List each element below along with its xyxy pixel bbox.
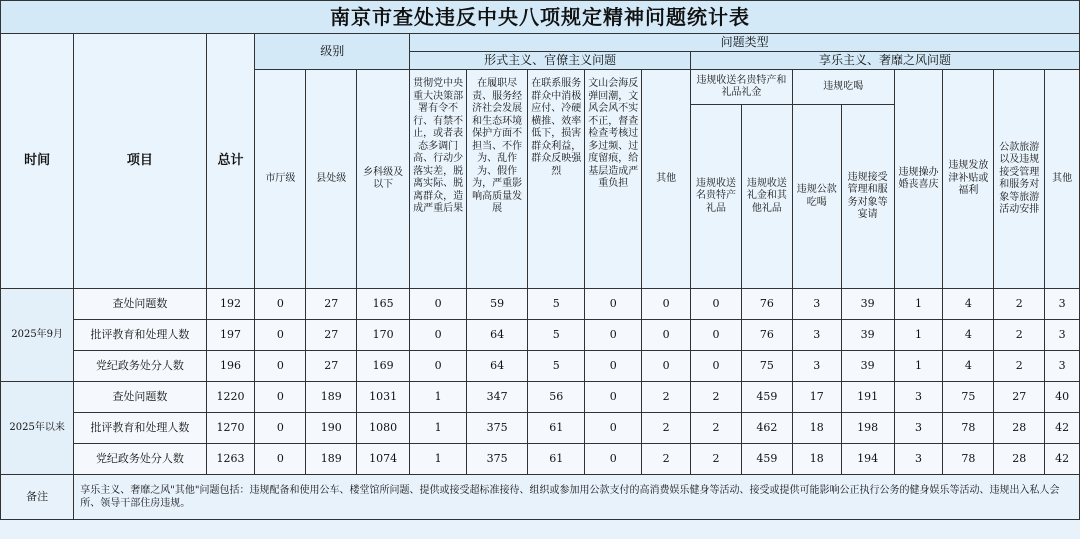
- header-formalism-3: 在联系服务群众中消极应付、冷硬横推、效率低下，损害群众利益，群众反映强烈: [528, 70, 585, 289]
- cell: 27: [306, 289, 357, 320]
- cell: 2: [994, 351, 1045, 382]
- cell: 169: [357, 351, 410, 382]
- cell: 3: [894, 382, 943, 413]
- cell: 1080: [357, 413, 410, 444]
- header-formalism-other: 其他: [642, 70, 691, 289]
- header-level-city: 市厅级: [255, 70, 306, 289]
- header-wedding-funeral: 违规操办婚丧喜庆: [894, 70, 943, 289]
- table-row: [1, 351, 1080, 382]
- cell: 18: [792, 413, 841, 444]
- cell: 0: [585, 444, 642, 475]
- cell: 78: [943, 444, 994, 475]
- header-formalism-2: 在履职尽责、服务经济社会发展和生态环境保护方面不担当、不作为、乱作为、假作为，严重影响高质量发展: [467, 70, 528, 289]
- cell: 76: [741, 320, 792, 351]
- cell: 0: [585, 289, 642, 320]
- cell: 0: [691, 320, 742, 351]
- cell: 3: [792, 351, 841, 382]
- cell: 197: [206, 320, 255, 351]
- cell: 39: [841, 351, 894, 382]
- cell: 0: [410, 320, 467, 351]
- cell: 28: [994, 413, 1045, 444]
- cell: 1: [894, 289, 943, 320]
- cell: 2: [691, 444, 742, 475]
- page-title: 南京市查处违反中央八项规定精神问题统计表: [1, 1, 1080, 34]
- header-subsidy: 违规发放津补贴或福利: [943, 70, 994, 289]
- cell: 196: [206, 351, 255, 382]
- cell: 192: [206, 289, 255, 320]
- row-item: 查处问题数: [74, 289, 206, 320]
- header-formalism-1: 贯彻党中央重大决策部署有令不行、有禁不止，或者表态多调门高、行动少落实差，脱离实际、脱离群众，造成严重后果: [410, 70, 467, 289]
- cell: 0: [585, 382, 642, 413]
- cell: 2: [994, 289, 1045, 320]
- cell: 0: [410, 351, 467, 382]
- header-gift-special: 违规收送名贵特产礼品: [691, 105, 742, 289]
- cell: 0: [585, 413, 642, 444]
- cell: 2: [691, 413, 742, 444]
- cell: 61: [528, 413, 585, 444]
- row-item: 批评教育和处理人数: [74, 413, 206, 444]
- cell: 3: [792, 320, 841, 351]
- row-item: 批评教育和处理人数: [74, 320, 206, 351]
- note-text: 享乐主义、奢靡之风"其他"问题包括：违规配备和使用公车、楼堂馆所问题、提供或接受超标准接待、组织或参加用公款支付的高消费娱乐健身等活动、接受或提供可能影响公正执行公务的健身娱乐等活动、违规出入私人会所、领导干部住房违规。: [74, 475, 1080, 520]
- cell: 1220: [206, 382, 255, 413]
- table-row: [1, 382, 1080, 413]
- cell: 3: [1045, 351, 1080, 382]
- cell: 462: [741, 413, 792, 444]
- cell: 0: [255, 444, 306, 475]
- cell: 347: [467, 382, 528, 413]
- cell: 39: [841, 320, 894, 351]
- cell: 56: [528, 382, 585, 413]
- note-label: 备注: [1, 475, 74, 520]
- cell: 2: [642, 413, 691, 444]
- cell: 0: [255, 320, 306, 351]
- header-travel: 公款旅游以及违规接受管理和服务对象等旅游活动安排: [994, 70, 1045, 289]
- cell: 4: [943, 289, 994, 320]
- cell: 28: [994, 444, 1045, 475]
- cell: 5: [528, 351, 585, 382]
- cell: 1: [410, 382, 467, 413]
- cell: 2: [691, 382, 742, 413]
- header-item: 项目: [74, 34, 206, 289]
- header-total: 总计: [206, 34, 255, 289]
- cell: 191: [841, 382, 894, 413]
- cell: 189: [306, 444, 357, 475]
- cell: 3: [894, 444, 943, 475]
- cell: 1: [410, 413, 467, 444]
- cell: 170: [357, 320, 410, 351]
- cell: 0: [255, 382, 306, 413]
- period-cell: 2025年9月: [1, 289, 74, 382]
- cell: 0: [585, 320, 642, 351]
- cell: 17: [792, 382, 841, 413]
- cell: 198: [841, 413, 894, 444]
- cell: 1031: [357, 382, 410, 413]
- cell: 0: [642, 320, 691, 351]
- row-item: 党纪政务处分人数: [74, 444, 206, 475]
- cell: 1270: [206, 413, 255, 444]
- cell: 42: [1045, 413, 1080, 444]
- table-row: [1, 289, 1080, 320]
- cell: 5: [528, 320, 585, 351]
- header-meal-banquet: 违规接受管理和服务对象等宴请: [841, 105, 894, 289]
- table-row: [1, 444, 1080, 475]
- cell: 375: [467, 413, 528, 444]
- cell: 0: [642, 289, 691, 320]
- row-item: 党纪政务处分人数: [74, 351, 206, 382]
- cell: 189: [306, 382, 357, 413]
- cell: 75: [741, 351, 792, 382]
- cell: 0: [410, 289, 467, 320]
- cell: 190: [306, 413, 357, 444]
- cell: 3: [894, 413, 943, 444]
- cell: 1: [894, 320, 943, 351]
- cell: 165: [357, 289, 410, 320]
- cell: 1: [410, 444, 467, 475]
- cell: 4: [943, 351, 994, 382]
- table-row: [1, 413, 1080, 444]
- period-cell: 2025年以来: [1, 382, 74, 475]
- header-level: 级别: [255, 34, 410, 70]
- cell: 27: [306, 320, 357, 351]
- cell: 459: [741, 382, 792, 413]
- cell: 78: [943, 413, 994, 444]
- header-formalism: 形式主义、官僚主义问题: [410, 52, 691, 70]
- header-meal-group: 违规吃喝: [792, 70, 894, 105]
- cell: 18: [792, 444, 841, 475]
- header-gift-group: 违规收送名贵特产和礼品礼金: [691, 70, 793, 105]
- header-level-county: 县处级: [306, 70, 357, 289]
- cell: 0: [691, 351, 742, 382]
- cell: 64: [467, 320, 528, 351]
- cell: 3: [1045, 320, 1080, 351]
- cell: 76: [741, 289, 792, 320]
- cell: 3: [1045, 289, 1080, 320]
- cell: 1263: [206, 444, 255, 475]
- header-hedonism: 享乐主义、奢靡之风问题: [691, 52, 1080, 70]
- cell: 27: [994, 382, 1045, 413]
- cell: 64: [467, 351, 528, 382]
- cell: 194: [841, 444, 894, 475]
- header-level-township: 乡科级及以下: [357, 70, 410, 289]
- header-formalism-4: 文山会海反弹回潮，文风会风不实不正，督查检查考核过多过频、过度留痕，给基层造成严重负担: [585, 70, 642, 289]
- cell: 0: [585, 351, 642, 382]
- header-hedonism-other: 其他: [1045, 70, 1080, 289]
- cell: 1: [894, 351, 943, 382]
- header-meal-public: 违规公款吃喝: [792, 105, 841, 289]
- cell: 40: [1045, 382, 1080, 413]
- header-gift-money: 违规收送礼金和其他礼品: [741, 105, 792, 289]
- cell: 1074: [357, 444, 410, 475]
- cell: 2: [642, 444, 691, 475]
- cell: 4: [943, 320, 994, 351]
- cell: 61: [528, 444, 585, 475]
- cell: 0: [255, 351, 306, 382]
- cell: 0: [642, 351, 691, 382]
- cell: 27: [306, 351, 357, 382]
- cell: 59: [467, 289, 528, 320]
- cell: 39: [841, 289, 894, 320]
- cell: 0: [691, 289, 742, 320]
- cell: 2: [994, 320, 1045, 351]
- cell: 375: [467, 444, 528, 475]
- table-row: [1, 320, 1080, 351]
- row-item: 查处问题数: [74, 382, 206, 413]
- cell: 3: [792, 289, 841, 320]
- cell: 75: [943, 382, 994, 413]
- note-row: [1, 475, 1080, 520]
- cell: 0: [255, 289, 306, 320]
- cell: 2: [642, 382, 691, 413]
- cell: 5: [528, 289, 585, 320]
- header-problem-type: 问题类型: [410, 34, 1080, 52]
- header-time: 时间: [1, 34, 74, 289]
- cell: 459: [741, 444, 792, 475]
- cell: 0: [255, 413, 306, 444]
- cell: 42: [1045, 444, 1080, 475]
